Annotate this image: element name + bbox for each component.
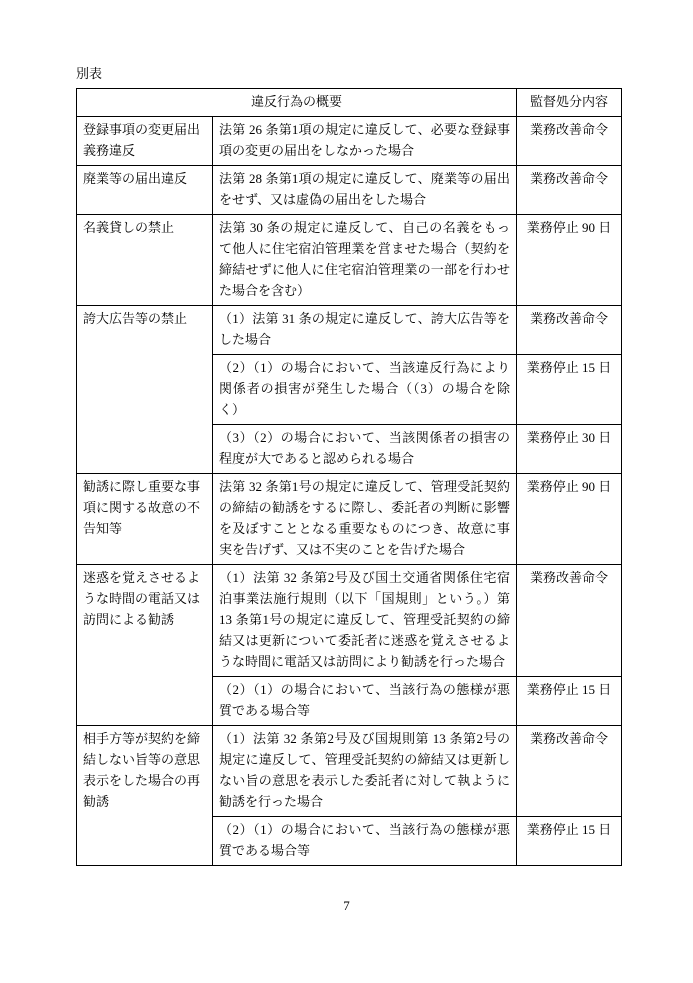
violation-description: （1）法第 32 条第2号及び国土交通省関係住宅宿泊事業法施行規則（以下「国規則」という。）第 13 条第1号の規定に違反して、管理受託契約の締結又は更新について委託者に迷惑を覚えさせるような時間に電話又は訪問により勧誘を行った場合 <box>213 565 517 677</box>
violation-description: 法第 26 条第1項の規定に違反して、必要な登録事項の変更の届出をしなかった場合 <box>213 117 517 166</box>
disposition: 業務改善命令 <box>517 726 622 817</box>
table-row <box>77 166 622 215</box>
violation-category: 相手方等が契約を締結しない旨等の意思表示をした場合の再勧誘 <box>77 726 213 866</box>
violation-table <box>76 88 622 866</box>
table-row <box>77 474 622 565</box>
violation-description: （2）（1）の場合において、当該違反行為により関係者の損害が発生した場合（（3）の場合を除く） <box>213 355 517 425</box>
violation-category: 迷惑を覚えさせるような時間の電話又は訪問による勧誘 <box>77 565 213 726</box>
violation-description: 法第 32 条第1号の規定に違反して、管理受託契約の締結の勧誘をするに際し、委託者の判断に影響を及ぼすこととなる重要なものにつき、故意に事実を告げず、又は不実のことを告げた場合 <box>213 474 517 565</box>
violation-description: （3）（2）の場合において、当該関係者の損害の程度が大であると認められる場合 <box>213 425 517 474</box>
header-disposition: 監督処分内容 <box>517 89 622 117</box>
violation-description: 法第 28 条第1項の規定に違反して、廃業等の届出をせず、又は虚偽の届出をした場合 <box>213 166 517 215</box>
disposition: 業務改善命令 <box>517 117 622 166</box>
violation-description: （2）（1）の場合において、当該行為の態様が悪質である場合等 <box>213 677 517 726</box>
violation-category: 誇大広告等の禁止 <box>77 306 213 474</box>
table-row <box>77 565 622 677</box>
table-header-row <box>77 89 622 117</box>
disposition: 業務改善命令 <box>517 306 622 355</box>
disposition: 業務停止 15 日 <box>517 355 622 425</box>
table-row <box>77 726 622 817</box>
violation-description: （2）（1）の場合において、当該行為の態様が悪質である場合等 <box>213 817 517 866</box>
disposition: 業務停止 15 日 <box>517 817 622 866</box>
header-violation-overview: 違反行為の概要 <box>77 89 517 117</box>
disposition: 業務改善命令 <box>517 166 622 215</box>
violation-description: 法第 30 条の規定に違反して、自己の名義をもって他人に住宅宿泊管理業を営ませた場合（契約を締結せずに他人に住宅宿泊管理業の一部を行わせた場合を含む） <box>213 215 517 306</box>
disposition: 業務改善命令 <box>517 565 622 677</box>
disposition: 業務停止 15 日 <box>517 677 622 726</box>
disposition: 業務停止 30 日 <box>517 425 622 474</box>
table-caption: 別表 <box>76 66 103 81</box>
violation-category: 名義貸しの禁止 <box>77 215 213 306</box>
table-row <box>77 306 622 355</box>
table-row <box>77 117 622 166</box>
disposition: 業務停止 90 日 <box>517 474 622 565</box>
disposition: 業務停止 90 日 <box>517 215 622 306</box>
violation-category: 廃業等の届出違反 <box>77 166 213 215</box>
violation-category: 勧誘に際し重要な事項に関する故意の不告知等 <box>77 474 213 565</box>
page-number: 7 <box>343 898 350 913</box>
violation-category: 登録事項の変更届出義務違反 <box>77 117 213 166</box>
table-row <box>77 215 622 306</box>
violation-description: （1）法第 32 条第2号及び国規則第 13 条第2号の規定に違反して、管理受託契約の締結又は更新しない旨の意思を表示した委託者に対して執ように勧誘を行った場合 <box>213 726 517 817</box>
violation-description: （1）法第 31 条の規定に違反して、誇大広告等をした場合 <box>213 306 517 355</box>
